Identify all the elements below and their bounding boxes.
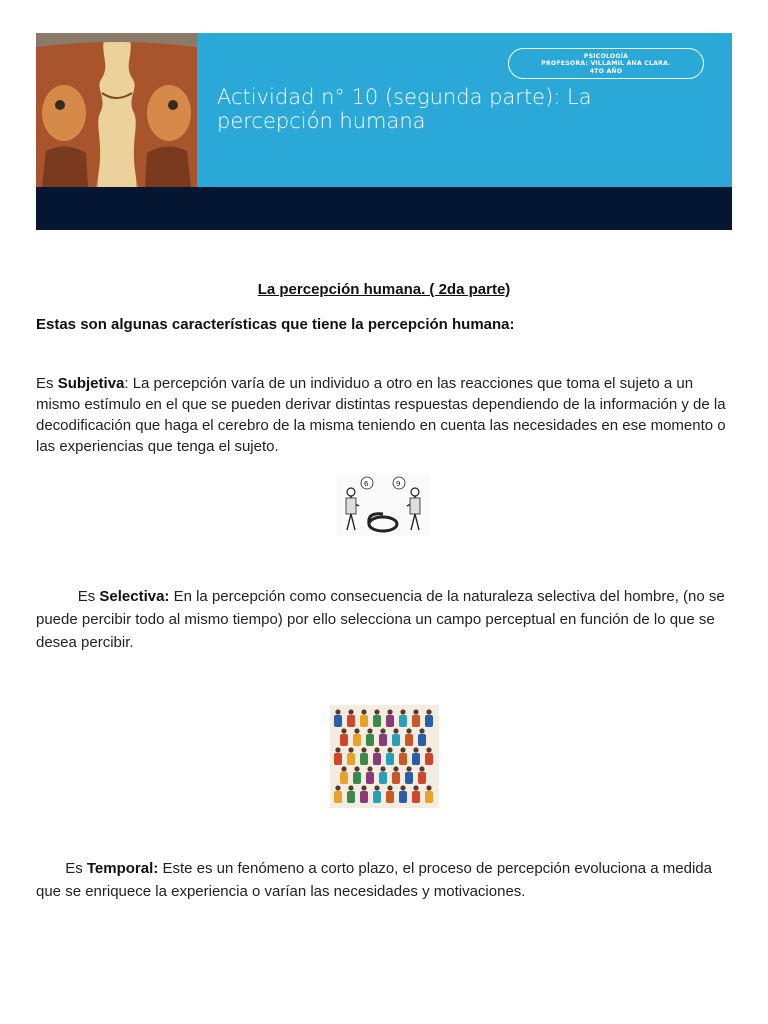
item-text: : La percepción varía de un individuo a otro en las reacciones que toma el sujeto a un mismo estímulo en el que se pueden derivar distintas respuestas dependiendo de la información y de la decodificación que haga el cerebro de la misma teniendo en cuenta las necesidades en ese momento o las experiencias que tenga el sujeto. [36, 375, 726, 455]
item-prefix: Es [36, 375, 58, 392]
svg-text:6: 6 [364, 480, 369, 488]
grade-label: 4TO AÑO [589, 67, 623, 75]
optical-illusion-image [36, 33, 197, 187]
item-text: Este es un fenómeno a corto plazo, el proceso de percepción evoluciona a medida que se enriquece la experiencia o varían las necesidades y motivaciones. [36, 860, 712, 900]
item-term: Temporal: [86, 860, 159, 877]
banner-footer-bar [36, 187, 732, 230]
teacher-label: PROFESORA: VILLAMIL ANA CLARA. [541, 60, 671, 68]
item-term: Subjetiva [57, 375, 125, 392]
header-banner [36, 33, 732, 230]
svg-text:9: 9 [396, 480, 401, 488]
activity-title: Actividad n° 10 (segunda parte): La percepción humana [217, 85, 592, 133]
characteristic-selectiva [36, 585, 736, 654]
intro-text: Estas son algunas características que tiene la percepción humana: [36, 316, 515, 333]
item-prefix: Es [77, 588, 100, 605]
subjective-perception-illustration [337, 474, 429, 536]
item-prefix: Es [65, 860, 87, 877]
crowd-illusion-image [330, 705, 439, 808]
item-text: En la percepción como consecuencia de la naturaleza selectiva del hombre, (no se puede percibir todo al mismo tiempo) por ello selecciona un campo perceptual en función de lo que se desea percibir. [36, 588, 725, 651]
characteristic-subjetiva [36, 373, 736, 457]
subject-label: PSICOLOGÍA [583, 53, 629, 60]
item-term: Selectiva: [99, 588, 170, 605]
document-title: La percepción humana. ( 2da parte) [257, 281, 511, 298]
course-info-badge [508, 48, 704, 79]
characteristic-temporal [36, 857, 736, 903]
